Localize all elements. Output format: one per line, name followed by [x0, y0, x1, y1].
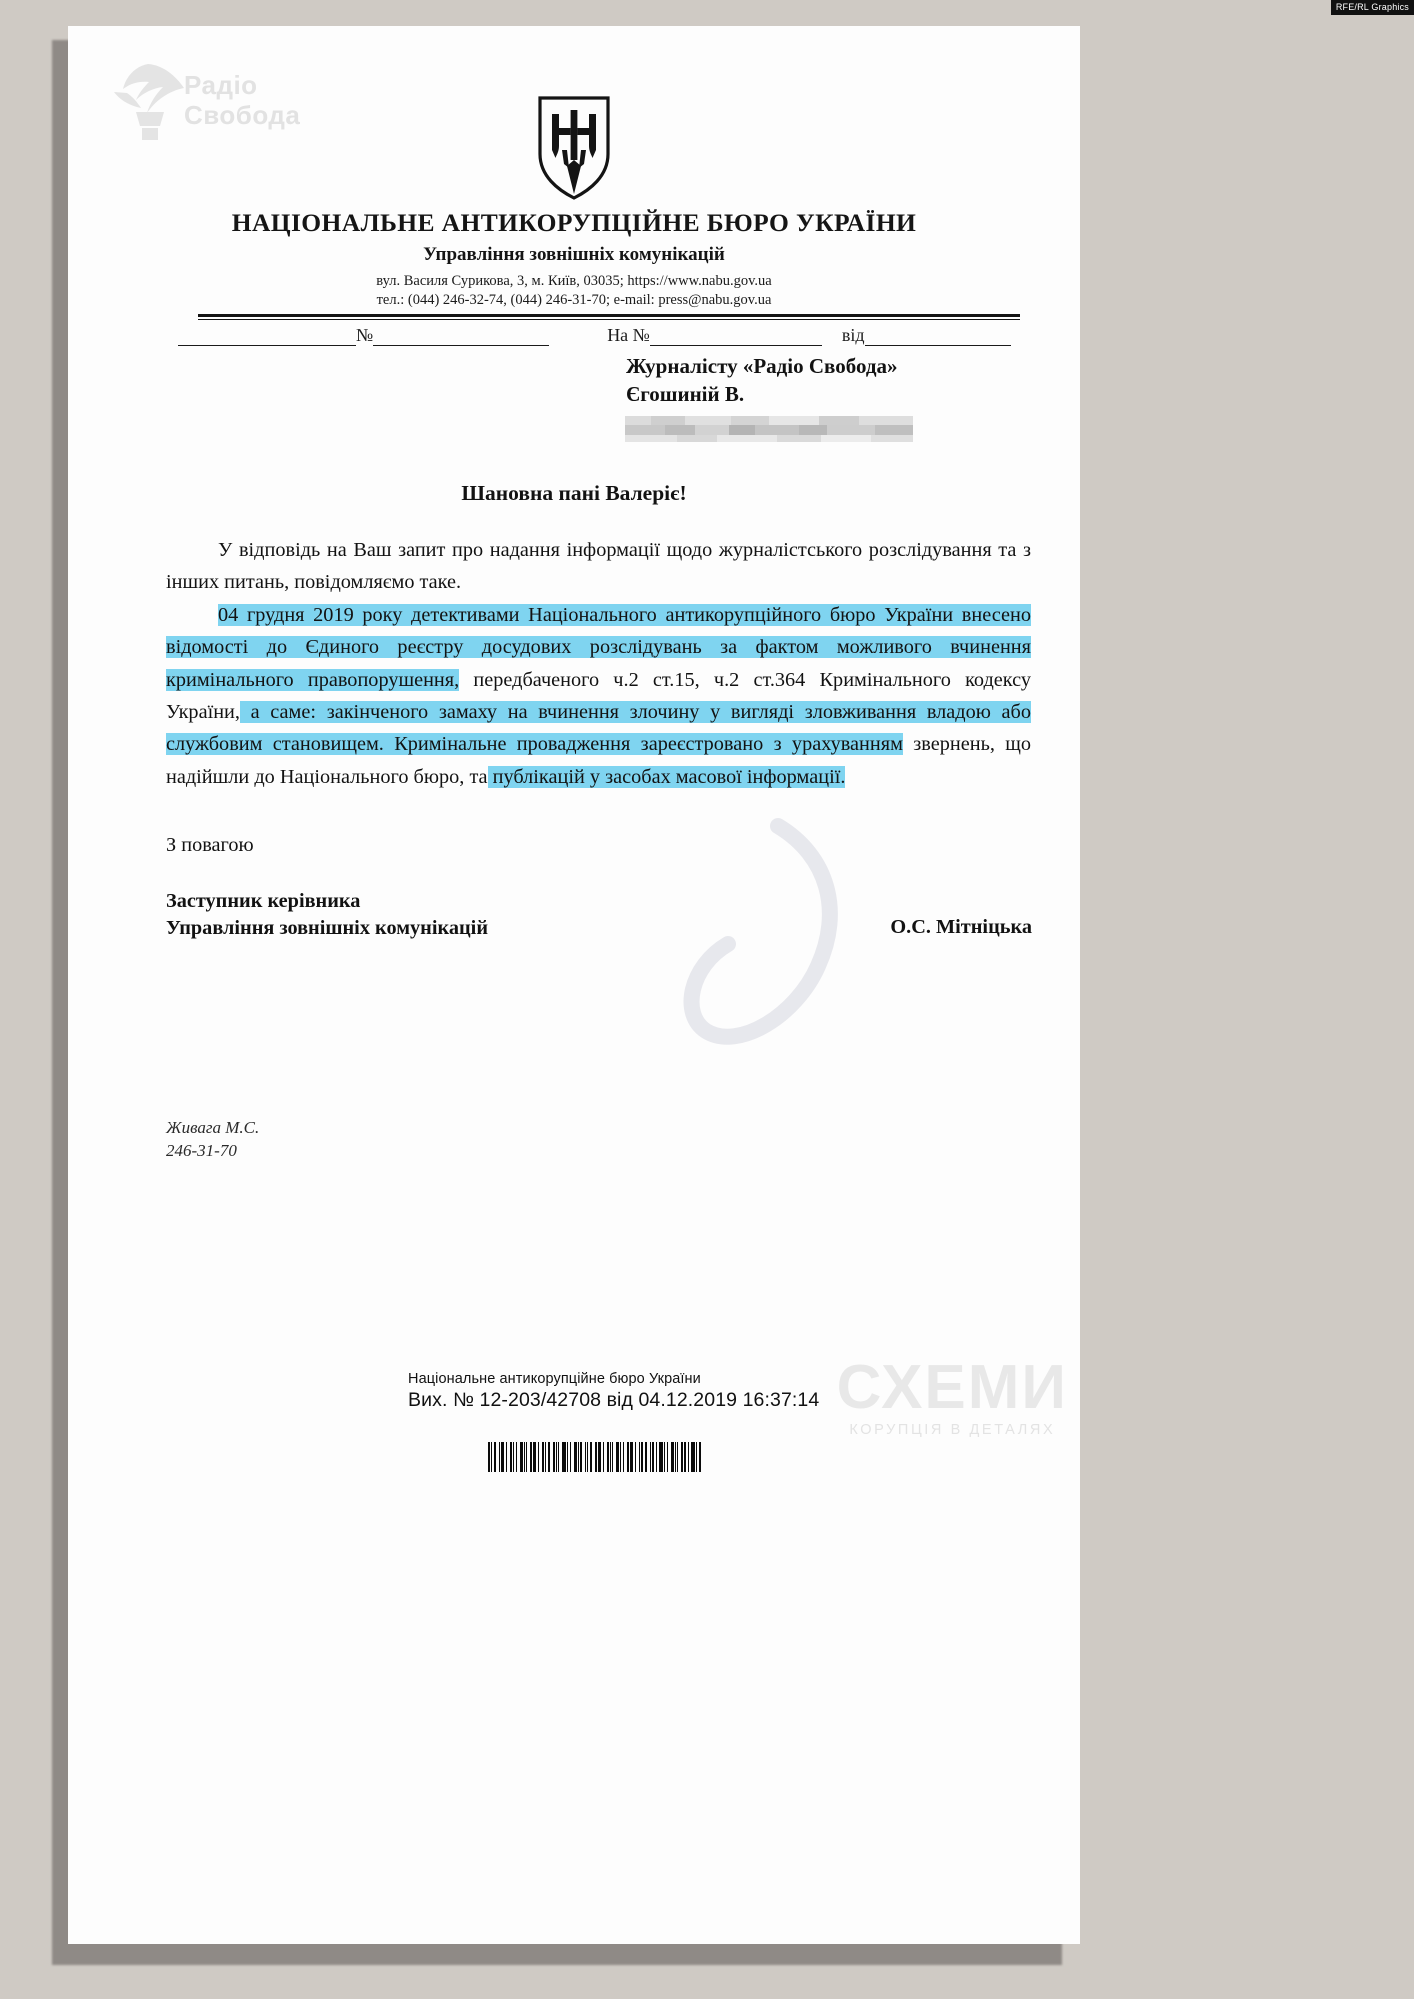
- barcode-bar: [590, 1442, 592, 1472]
- barcode-bar: [610, 1442, 611, 1472]
- schemy-title: СХЕМИ: [836, 1353, 1068, 1422]
- barcode-bar: [627, 1442, 629, 1472]
- redacted-contact-block: [625, 416, 913, 442]
- barcode-bar: [635, 1442, 636, 1472]
- body-paragraph-1: У відповідь на Ваш запит про надання інформації щодо журналістського розслідування та з інших питань, повідомляємо таке.: [166, 539, 1031, 594]
- barcode-bar: [620, 1442, 621, 1472]
- barcode-bar: [587, 1442, 588, 1472]
- handwritten-signature: [628, 816, 868, 1116]
- letter-body: [166, 534, 1031, 793]
- letterhead-divider: [198, 314, 1020, 320]
- barcode-bar: [656, 1442, 657, 1472]
- reference-line: [178, 325, 1030, 346]
- graphics-credit-tag: RFE/RL Graphics: [1331, 0, 1414, 15]
- signer-role-line-1: Заступник керівника: [166, 890, 361, 912]
- barcode-bar: [506, 1442, 507, 1472]
- addressee-line-1: Журналісту «Радіо Свобода»: [626, 354, 898, 378]
- barcode-bar: [652, 1442, 654, 1472]
- ref-number-label: №: [356, 325, 374, 345]
- barcode-bar: [616, 1442, 618, 1472]
- barcode-bar: [545, 1442, 546, 1472]
- signer-role-line-2: Управління зовнішніх комунікацій: [166, 917, 489, 939]
- barcode-bar: [562, 1442, 565, 1472]
- barcode-bar: [570, 1442, 571, 1472]
- watermark-line-2: Свобода: [184, 100, 301, 130]
- barcode-bar: [574, 1442, 576, 1472]
- barcode-bar: [612, 1442, 613, 1472]
- barcode-bar: [684, 1442, 686, 1472]
- addressee-line-2: Єгошиній В.: [626, 382, 745, 406]
- barcode-bar: [696, 1442, 697, 1472]
- barcode-bar: [526, 1442, 527, 1472]
- organization-address: вул. Василя Сурикова, 3, м. Київ, 03035; https://www.nabu.gov.ua: [376, 273, 772, 289]
- barcode-bar: [501, 1442, 504, 1472]
- department-name: Управління зовнішніх комунікацій: [423, 244, 725, 265]
- signer-name: О.С. Мітніцька: [890, 916, 1032, 938]
- registration-number: Вих. № 12-203/42708 від 04.12.2019 16:37:14: [408, 1389, 820, 1411]
- barcode-bar: [533, 1442, 536, 1472]
- watermark-line-1: Радіо: [184, 70, 258, 100]
- signer-role: [166, 888, 488, 942]
- barcode-bar: [556, 1442, 557, 1472]
- organization-contacts: тел.: (044) 246-32-74, (044) 246-31-70; e-mail: press@nabu.gov.ua: [376, 292, 772, 308]
- plain-text-segment: передбаченого ч.2 ст.15, ч.2 ст.364 Кримінального кодексу України,: [166, 668, 1031, 724]
- barcode-bar: [607, 1442, 609, 1472]
- barcode-bar: [645, 1442, 647, 1472]
- barcode-bar: [650, 1442, 651, 1472]
- barcode-bar: [530, 1442, 532, 1472]
- plain-text-segment: звернень, що надійшли до Національного бюро, та: [166, 733, 1031, 788]
- barcode-bar: [567, 1442, 569, 1472]
- barcode-bar: [598, 1442, 601, 1472]
- barcode-bar: [513, 1442, 515, 1472]
- barcode-bar: [667, 1442, 668, 1472]
- radio-svoboda-watermark-logo: [106, 56, 326, 144]
- typist-info: [166, 1116, 259, 1162]
- ref-date-label: від: [841, 325, 865, 345]
- barcode-bar: [675, 1442, 676, 1472]
- barcode-bar: [542, 1442, 544, 1472]
- barcode-bar: [595, 1442, 597, 1472]
- barcode-bar: [548, 1442, 550, 1472]
- barcode-bar: [488, 1442, 490, 1472]
- barcode-bar: [520, 1442, 522, 1472]
- regards-line: З повагою: [166, 834, 254, 856]
- barcode-bar: [491, 1442, 492, 1472]
- barcode-bar: [691, 1442, 694, 1472]
- schemy-watermark: [836, 1353, 1068, 1438]
- registration-org: Національне антикорупційне бюро України: [408, 1371, 701, 1387]
- barcode-bar: [524, 1442, 525, 1472]
- radio-svoboda-wordmark: [184, 70, 300, 130]
- ukraine-trident-emblem: [534, 94, 614, 202]
- barcode-bar: [699, 1442, 701, 1472]
- highlighted-text-segment: а саме: закінченого замаху на вчинення злочину у вигляді зловживання владою або службовим становищем. Кримінальне провадження зареєстровано з урахуванням: [166, 701, 1031, 756]
- barcode-bar: [603, 1442, 604, 1472]
- barcode-bar: [671, 1442, 673, 1472]
- barcode-bar: [538, 1442, 539, 1472]
- highlighted-text-segment: 04 грудня 2019 року детективами Національного антикорупційного бюро України внесено відомості до Єдиного реєстру досудових розслідувань за фактом можливого вчинення кримінального правопорушення,: [166, 603, 1031, 691]
- barcode-bar: [499, 1442, 500, 1472]
- organization-title: НАЦІОНАЛЬНЕ АНТИКОРУПЦІЙНЕ БЮРО УКРАЇНИ: [231, 208, 917, 237]
- schemy-subtitle: КОРУПЦІЯ В ДЕТАЛЯХ: [849, 1422, 1056, 1438]
- barcode-bar: [510, 1442, 512, 1472]
- barcode-bar: [553, 1442, 555, 1472]
- registration-barcode: [488, 1442, 704, 1472]
- barcode-bar: [681, 1442, 683, 1472]
- registration-stamp: [408, 1371, 819, 1412]
- barcode-bar: [664, 1442, 666, 1472]
- ref-reply-label: На №: [607, 325, 650, 345]
- barcode-bar: [580, 1442, 582, 1472]
- body-paragraph-2: [166, 599, 1031, 793]
- addressee-block: [626, 352, 898, 408]
- barcode-bar: [623, 1442, 625, 1472]
- barcode-bar: [494, 1442, 496, 1472]
- barcode-bar: [677, 1442, 678, 1472]
- barcode-bar: [630, 1442, 633, 1472]
- letter-document-page: [68, 26, 1080, 1944]
- barcode-bar: [558, 1442, 559, 1472]
- greeting-line: Шановна пані Валеріє!: [461, 481, 687, 505]
- barcode-bar: [516, 1442, 517, 1472]
- typist-phone: 246-31-70: [166, 1141, 237, 1160]
- barcode-bar: [639, 1442, 640, 1472]
- barcode-bar: [585, 1442, 586, 1472]
- barcode-bar: [641, 1442, 643, 1472]
- barcode-bar: [688, 1442, 689, 1472]
- highlighted-text-segment: публікацій у засобах масової інформації.: [487, 765, 846, 788]
- barcode-bar: [578, 1442, 579, 1472]
- barcode-bar: [659, 1442, 662, 1472]
- typist-name: Живага М.С.: [166, 1118, 260, 1137]
